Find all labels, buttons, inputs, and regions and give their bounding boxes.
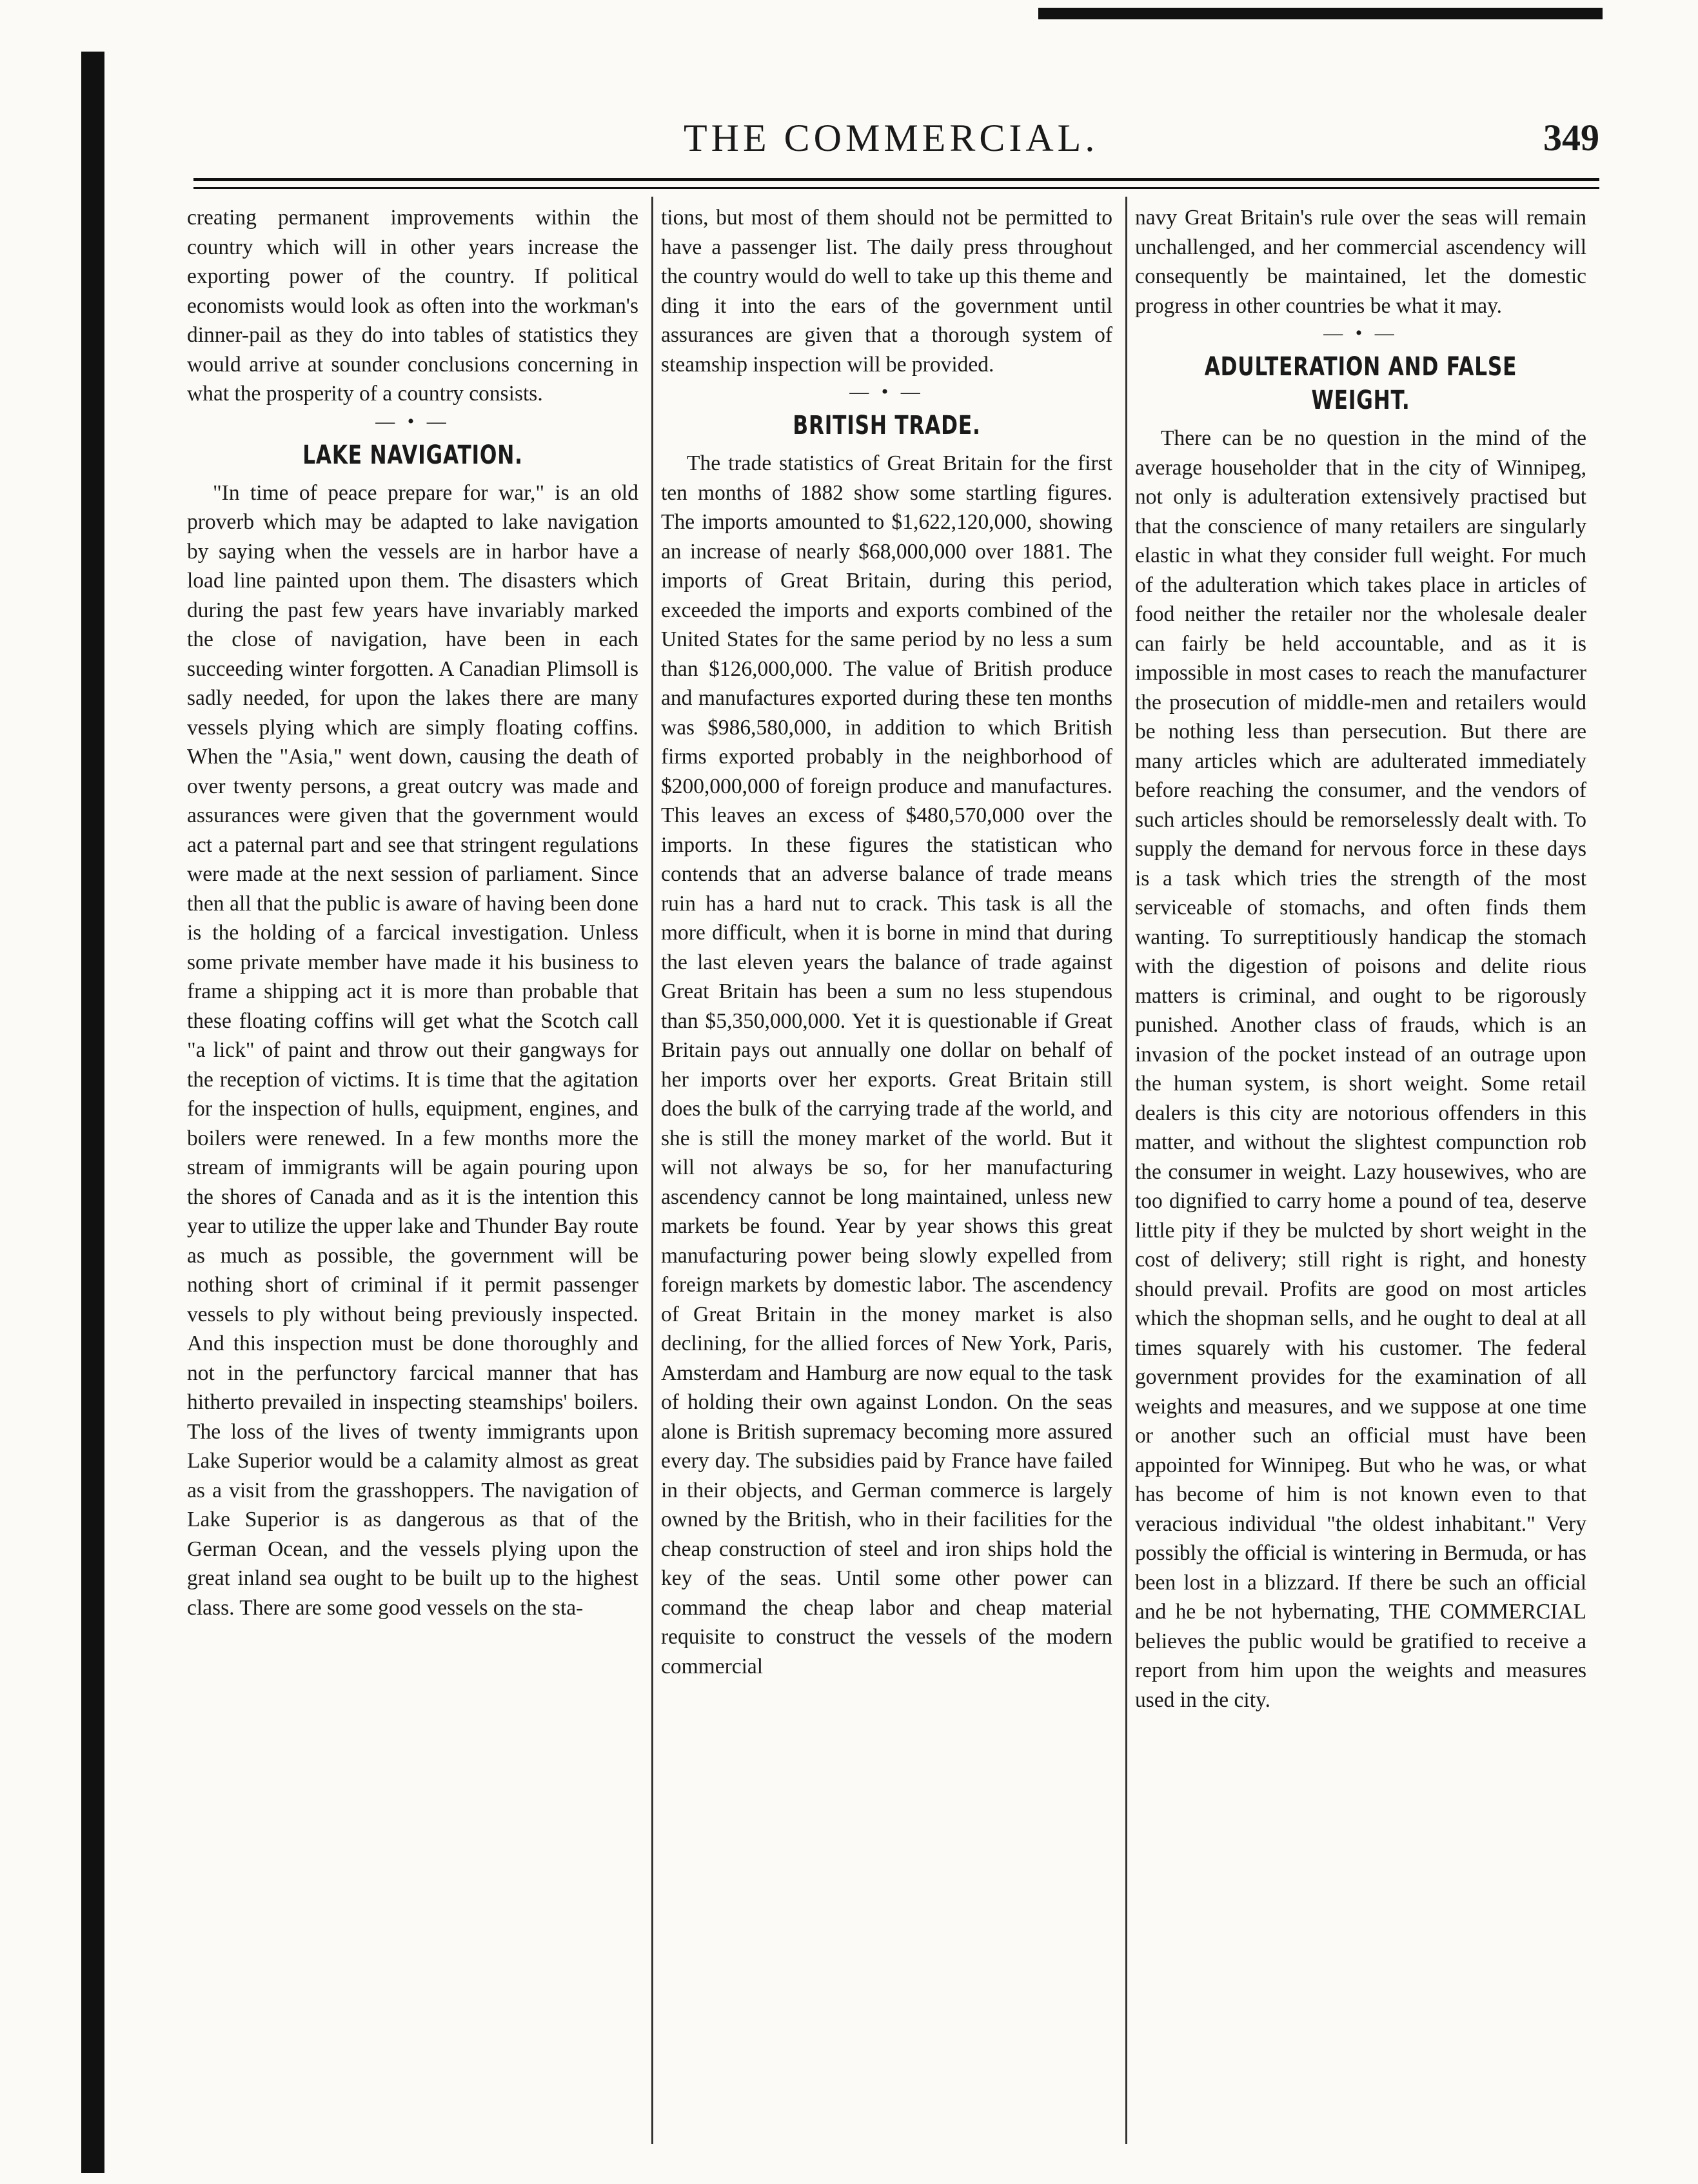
column-1 — [187, 203, 638, 1622]
column-3 — [1135, 203, 1586, 1715]
continuation-text: navy Great Britain's rule over the seas will remain unchallenged, and her commercial ascendency will consequently be maintained, let the domestic progress in other countries be what it may. — [1135, 206, 1586, 318]
column-divider — [651, 197, 653, 2144]
header-rule — [193, 178, 1599, 181]
top-rule — [1038, 8, 1603, 19]
section-ornament: — • — — [849, 381, 924, 402]
publication-title: THE COMMERCIAL. — [684, 117, 1099, 159]
article-body: There can be no question in the mind of the average householder that in the city of Winnipeg, not only is adulteration extensively practised but that the conscience of many retailers are singularly elastic in what they consider full weight. For much of the adulteration which takes place in articles of food neither the retailer nor the wholesale dealer can fairly be held accountable, and as it is impossible in most cases to reach the manufacturer the prosecution of middle-men and retailers would be nothing less than persecution. But there are many articles which are adulterated immediately before reaching the consumer, and the vendors of such articles should be remorselessly dealt with. To supply the demand for nervous force in these days is a task which tries the strength of the most serviceable of stomachs, and often finds them wanting. To surreptitiously handicap the stomach with the digestion of poisons and delite rious matters is criminal, and ought to be rigorously punished. Another class of frauds, which is an invasion of the pocket instead of an outrage upon the human system, is short weight. Some retail dealers is this city are notorious offenders in this matter, and without the slightest compunction rob the consumer in weight. Lazy housewives, who are too dignified to carry home a pound of tea, deserve little pity if they be mulcted by short weight in the cost of delivery; still right is right, and honesty should prevail. Profits are good on most articles which the shopman sells, and he ought to deal at all times squarely with his customer. The federal government provides for the examination of all weights and measures, and we suppose at one time or another such an official must have been appointed for Winnipeg. But who he was, or what has become of him is not known even to that veracious individual "the oldest inhabitant." Very possibly the official is wintering in Bermuda, or has been lost in a blizzard. If there be such an official and he be not hybernating, THE COMMERCIAL believes the public would be gratified to receive a report from him upon the weights and measures used in the city. — [1135, 426, 1586, 1712]
page-number: 349 — [1543, 117, 1599, 159]
section-ornament: — • — — [1323, 322, 1398, 344]
article-heading: ADULTERATION AND FALSE WEIGHT. — [1204, 352, 1517, 415]
article-heading: BRITISH TRADE. — [793, 411, 981, 440]
article-heading: LAKE NAVIGATION. — [302, 440, 523, 470]
continuation-text: creating permanent improvements within the country which will in other years increase the exporting power of the country. If political economists would look as often into the workman's dinner-pail as they do into tables of statistics they would arrive at sounder conclusions concerning in what the prosperity of a country consists. — [187, 206, 638, 406]
column-divider — [1125, 197, 1127, 2144]
page-header — [193, 116, 1599, 174]
continuation-text: tions, but most of them should not be permitted to have a passenger list. The daily press throughout the country would do well to take up this theme and ding it into the ears of the government until assurances are given that a thorough system of steamship inspection will be provided. — [661, 206, 1112, 377]
article-body: "In time of peace prepare for war," is an old proverb which may be adapted to lake navigation by saying when the vessels are in harbor have a load line painted upon them. The disasters which during the past few years have invariably marked the close of navigation, have been in each succeeding winter forgotten. A Canadian Plimsoll is sadly needed, for upon the lakes there are many vessels plying which are simply floating coffins. When the "Asia," went down, causing the death of over twenty persons, a great outcry was made and assurances were given that the government would act a paternal part and see that stringent regulations were made at the next session of parliament. Since then all that the public is aware of having been done is the holding of a farcical investigation. Unless some private member have made it his business to frame a shipping act it is more than probable that these floating coffins will get what the Scotch call "a lick" of paint and throw out their gangways for the reception of victims. It is time that the agitation for the inspection of hulls, equipment, engines, and boilers were renewed. In a few months more the stream of immigrants will be again pouring upon the shores of Canada and as it is the intention this year to utilize the upper lake and Thunder Bay route as much as possible, the government will be nothing short of criminal if it permit passenger vessels to ply without being previously inspected. And this inspection must be done thoroughly and not in the perfunctory farcical manner that has hitherto prevailed in inspecting steamships' boilers. The loss of the lives of twenty immigrants upon Lake Superior would be a calamity almost as great as a visit from the grasshoppers. The navigation of Lake Superior is as dangerous as that of the German Ocean, and the vessels plying upon the great inland sea ought to be built up to the highest class. There are some good vessels on the sta- — [187, 480, 638, 1620]
header-rule-thin — [193, 187, 1599, 189]
binding-edge — [81, 52, 104, 2173]
article-body: The trade statistics of Great Britain for the first ten months of 1882 show some startling figures. The imports amounted to $1,622,120,000, showing an increase of nearly $68,000,000 over 1881. The imports of Great Britain, during this period, exceeded the imports and exports combined of the United States for the same period by no less a sum than $126,000,000. The value of British produce and manufactures exported during these ten months was $986,580,000, in addition to which British firms exported probably in the neighborhood of $200,000,000 of foreign produce and manufactures. This leaves an excess of $480,570,000 over the imports. In these figures the statistican who contends that an adverse balance of trade means ruin has a hard nut to crack. This task is all the more difficult, when it is borne in mind that during the last eleven years the balance of trade against Great Britain has been a sum no less stupendous than $5,350,000,000. Yet it is questionable if Great Britain pays out annually one dollar on behalf of her imports over her exports. Great Britain still does the bulk of the carrying trade af the world, and she is still the money market of the world. But it will not always be so, for her manufacturing ascendency cannot be long maintained, unless new markets be found. Year by year shows this great manufacturing power being slowly expelled from foreign markets by domestic labor. The ascendency of Great Britain in the money market is also declining, for the allied forces of New York, Paris, Amsterdam and Hamburg are now equal to the task of holding their own against London. On the seas alone is British supremacy becoming more assured every day. The subsidies paid by France have failed in their objects, and German commerce is largely owned by the British, who in their facilities for the cheap construction of steel and iron ships hold the key of the seas. Until some other power can command the cheap labor and cheap material requisite to construct the vessels of the modern commercial — [661, 451, 1112, 1678]
column-2 — [661, 203, 1112, 1681]
section-ornament: — • — — [375, 410, 450, 432]
